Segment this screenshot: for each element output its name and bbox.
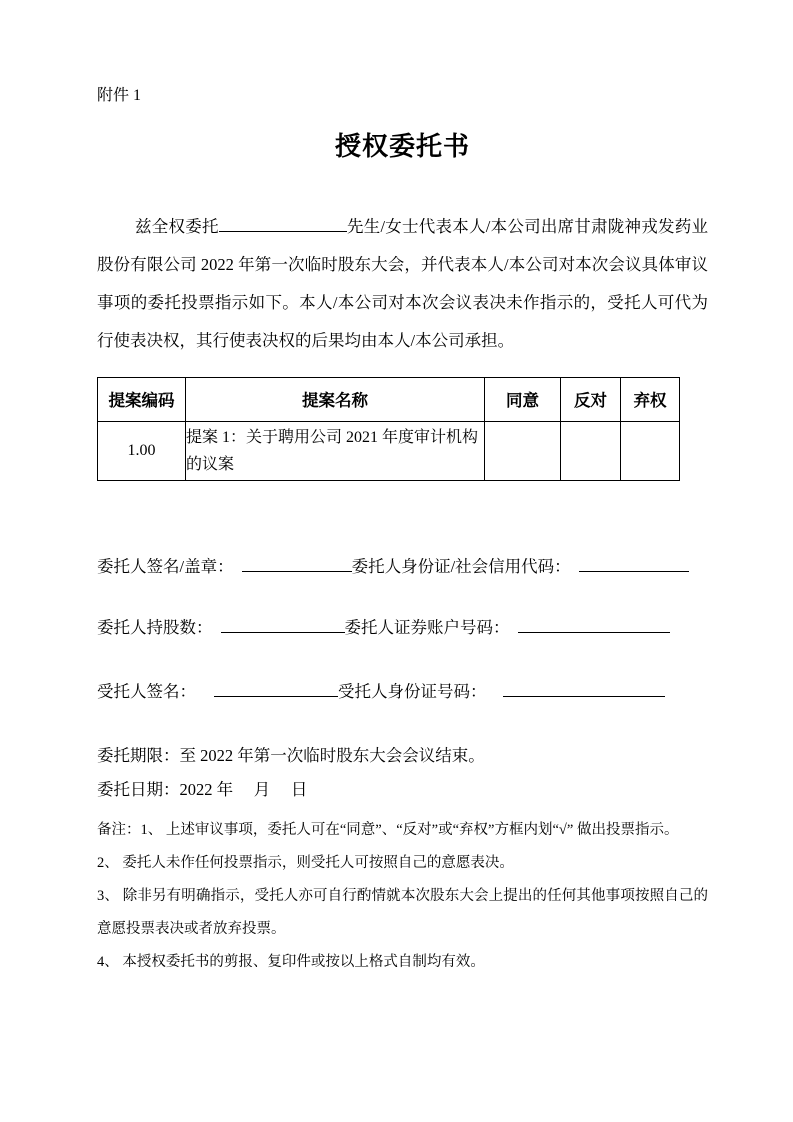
principal-shares-label: 委托人持股数： xyxy=(97,617,213,637)
trustee-id-blank xyxy=(503,679,665,697)
notes-section xyxy=(97,814,708,979)
header-abstain: 弃权 xyxy=(621,377,680,421)
note-1: 备注：1、 上述审议事项，委托人可在“同意”、“反对”或“弃权”方框内划“√” 做出投票指示。 xyxy=(97,821,679,838)
intro-text-before-blank: 兹全权委托 xyxy=(135,217,219,236)
trustee-id-label: 受托人身份证号码： xyxy=(338,681,487,701)
attachment-label: 附件 1 xyxy=(97,87,142,104)
principal-signature-row xyxy=(97,553,708,577)
abstain-vote-cell xyxy=(621,421,680,480)
proposal-name-cell: 提案 1：关于聘用公司 2021 年度审计机构的议案 xyxy=(186,421,485,480)
principal-signature-label: 委托人签名/盖章： xyxy=(97,556,234,576)
intro-paragraph xyxy=(97,208,708,360)
entrustment-date-line: 委托日期：2022 年 月 日 xyxy=(97,779,308,799)
against-vote-cell xyxy=(561,421,621,480)
table-row xyxy=(98,421,680,480)
trustee-signature-label: 受托人签名： xyxy=(97,681,196,701)
principal-id-blank xyxy=(579,554,689,572)
principal-signature-blank xyxy=(242,554,352,572)
entrustment-term-line: 委托期限：至 2022 年第一次临时股东大会会议结束。 xyxy=(97,745,485,765)
trustee-signature-row xyxy=(97,678,708,702)
attorney-name-blank xyxy=(219,214,347,232)
header-agree: 同意 xyxy=(485,377,561,421)
proposal-table-header-row xyxy=(98,377,680,421)
principal-id-label: 委托人身份证/社会信用代码： xyxy=(351,556,571,576)
header-against: 反对 xyxy=(561,377,621,421)
proposal-code-cell: 1.00 xyxy=(98,421,186,480)
principal-shares-blank xyxy=(221,615,345,633)
intro-text-after-blank: 先生/女士代表本人/本公司出席甘肃陇神戎发药业股份有限公司 2022 年第一次临时股东大会，并代表本人/本公司对本次会议具体审议事项的委托投票指示如下。本人/本公司对本次会议表决未作指示的，受托人可代为行使表决权，其行使表决权的后果均由本人/本公司承担。 xyxy=(97,217,709,350)
note-2: 2、 委托人未作任何投票指示，则受托人可按照自己的意愿表决。 xyxy=(97,854,514,871)
principal-account-label: 委托人证券账户号码： xyxy=(344,617,510,637)
proposal-table xyxy=(97,377,680,481)
trustee-signature-blank xyxy=(214,679,338,697)
header-proposal-name: 提案名称 xyxy=(186,377,485,421)
note-3: 3、 除非另有明确指示，受托人亦可自行酌情就本次股东大会上提出的任何其他事项按照自己的意愿投票表决或者放弃投票。 xyxy=(97,887,708,937)
principal-shares-row xyxy=(97,614,708,638)
note-4: 4、 本授权委托书的剪报、复印件或按以上格式自制均有效。 xyxy=(97,953,485,970)
principal-account-blank xyxy=(518,615,670,633)
document-title: 授权委托书 xyxy=(334,132,470,161)
agree-vote-cell xyxy=(485,421,561,480)
header-proposal-code: 提案编码 xyxy=(98,377,186,421)
